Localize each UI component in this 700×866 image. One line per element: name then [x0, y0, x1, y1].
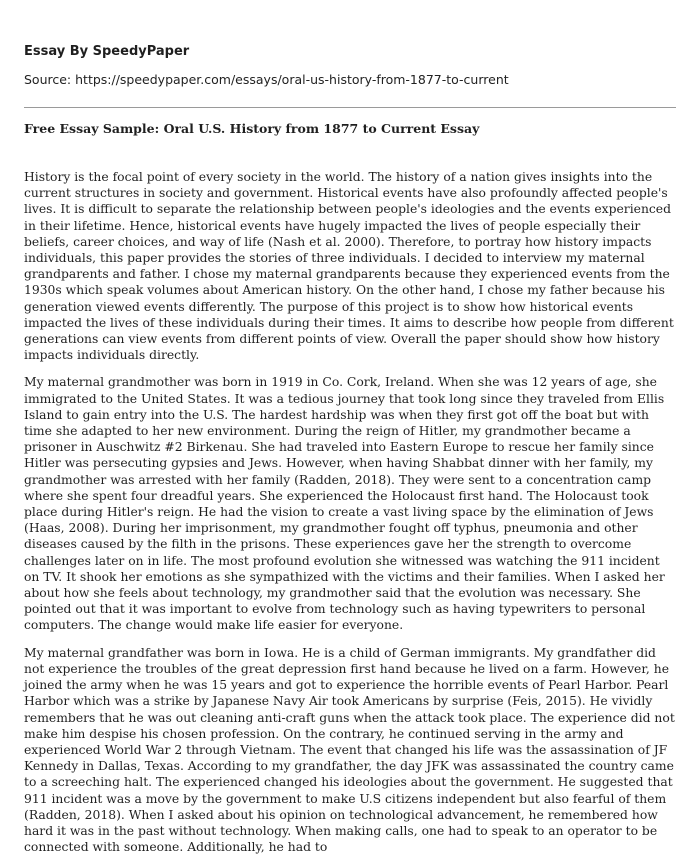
- header-title: Essay By SpeedyPaper: [24, 44, 190, 59]
- essay-paragraph-1: History is the focal point of every society in the world. The history of a nation gives insights into the current structures in society and government. Historical events have also profoundly affected people's lives. It is difficult to separate the relationship between people's ideologies and the events experienced in their lifetime. Hence, historical events have hugely impacted the lives of people especially their beliefs, career choices, and way of life (Nash et al. 2000). Therefore, to portray how history impacts individuals, this paper provides the stories of three individuals. I decided to interview my maternal grandparents and father. I chose my maternal grandparents because they experienced events from the 1930s which speak volumes about American history. On the other hand, I chose my father because his generation viewed events differently. The purpose of this project is to show how historical events impacted the lives of these individuals during their times. It aims to describe how people from different generations can view events from different points of view. Overall the paper should show how history impacts individuals directly.: [24, 170, 674, 363]
- header-divider: [24, 107, 676, 108]
- essay-paragraph-3: My maternal grandfather was born in Iowa. He is a child of German immigrants. My grandfather did not experience the troubles of the great depression first hand because he lived on a farm. However, he joined the army when he was 15 years and got to experience the horrible events of Pearl Harbor. Pearl Harbor which was a strike by Japanese Navy Air took Americans by surprise (Feis, 2015). He vividly remembers that he was out cleaning anti-craft guns when the attack took place. The experience did not make him despise his chosen profession. On the contrary, he continued serving in the army and experienced World War 2 through Vietnam. The event that changed his life was the assassination of JF Kennedy in Dallas, Texas. According to my grandfather, the day JFK was assassinated the country came to a screeching halt. The experienced changed his ideologies about the government. He suggested that 911 incident was a move by the government to make U.S citizens independent but also fearful of them (Radden, 2018). When I asked about his opinion on technological advancement, he remembered how hard it was in the past without technology. When making calls, one had to speak to an operator to be connected with someone. Additionally, he had to: [24, 645, 675, 855]
- essay-title: Free Essay Sample: Oral U.S. History from 1877 to Current Essay: [24, 121, 480, 136]
- source-line: Source: https://speedypaper.com/essays/oral-us-history-from-1877-to-current: [24, 72, 509, 87]
- essay-paragraph-2: My maternal grandmother was born in 1919 in Co. Cork, Ireland. When she was 12 years of age, she immigrated to the United States. It was a tedious journey that took long since they traveled from Ellis Island to gain entry into the U.S. The hardest hardship was when they first got off the boat but with time she adapted to her new environment. During the reign of Hitler, my grandmother became a prisoner in Auschwitz #2 Birkenau. She had traveled into Eastern Europe to rescue her family since Hitler was persecuting gypsies and Jews. However, when having Shabbat dinner with her family, my grandmother was arrested with her family (Radden, 2018). They were sent to a concentration camp where she spent four dreadful years. She experienced the Holocaust first hand. The Holocaust took place during Hitler's reign. He had the vision to create a vast living space by the elimination of Jews (Haas, 2008). During her imprisonment, my grandmother fought off typhus, pneumonia and other diseases caused by the filth in the prisons. These experiences gave her the strength to overcome challenges later on in life. The most profound evolution she witnessed was watching the 911 incident on TV. It shook her emotions as she sympathized with the victims and their families. When I asked her about how she feels about technology, my grandmother said that the evolution was necessary. She pointed out that it was important to evolve from technology such as having typewriters to personal computers. The change would make life easier for everyone.: [24, 375, 665, 633]
- essay-body: [24, 169, 676, 866]
